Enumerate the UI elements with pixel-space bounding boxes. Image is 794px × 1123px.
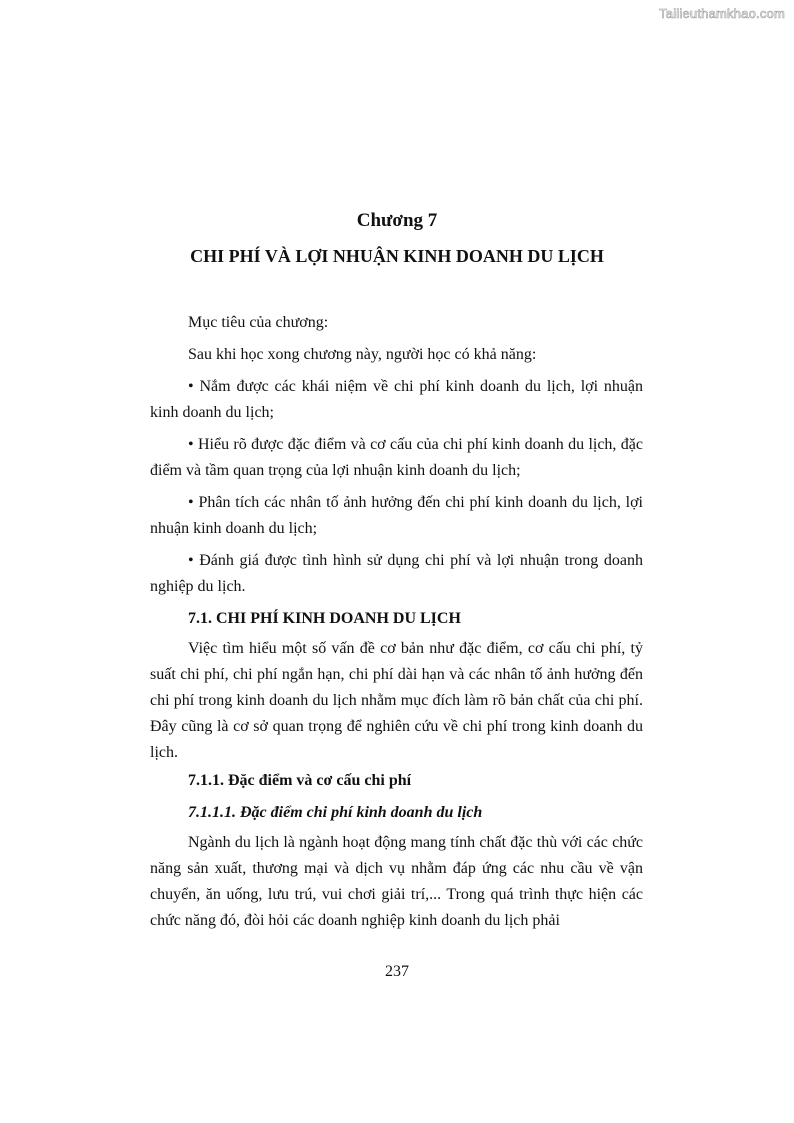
subsection-heading: 7.1.1. Đặc điểm và cơ cấu chi phí <box>188 772 412 789</box>
section-paragraph: Việc tìm hiểu một số vấn đề cơ bản như đặc điểm, cơ cấu chi phí, tỷ suất chi phí, chi phí ngắn hạn, chi phí dài hạn và các nhân tố ảnh hưởng đến chi phí trong kinh doanh du lịch nhằm mục đích làm rõ bản chất của chi phí. Đây cũng là cơ sở quan trọng để nghiên cứu về chi phí trong kinh doanh du lịch. <box>150 640 643 761</box>
section-heading: 7.1. CHI PHÍ KINH DOANH DU LỊCH <box>188 610 461 627</box>
page-number: 237 <box>385 963 409 980</box>
chapter-number: Chương 7 <box>356 210 438 231</box>
objective-item <box>150 548 643 600</box>
bullet-icon: • <box>188 552 194 569</box>
objectives-lead: Sau khi học xong chương này, người học có khả năng: <box>188 346 537 363</box>
subsubsection-heading: 7.1.1.1. Đặc điểm chi phí kinh doanh du lịch <box>188 804 483 821</box>
objective-text: Đánh giá được tình hình sử dụng chi phí và lợi nhuận trong doanh nghiệp du lịch. <box>150 552 644 595</box>
objective-text: Nắm được các khái niệm về chi phí kinh doanh du lịch, lợi nhuận kinh doanh du lịch; <box>150 378 644 421</box>
watermark-text: Tailieuthamkhao.com <box>659 6 785 21</box>
objectives-section <box>150 310 643 600</box>
section-7-1-1 <box>150 768 643 934</box>
objective-text: Hiểu rõ được đặc điểm và cơ cấu của chi phí kinh doanh du lịch, đặc điểm và tầm quan trọng của lợi nhuận kinh doanh du lịch; <box>150 436 643 479</box>
objective-item <box>150 490 643 542</box>
chapter-title: CHI PHÍ VÀ LỢI NHUẬN KINH DOANH DU LỊCH <box>190 246 604 266</box>
objective-item <box>150 374 643 426</box>
section-7-1 <box>150 606 643 766</box>
body-paragraph: Ngành du lịch là ngành hoạt động mang tính chất đặc thù với các chức năng sản xuất, thương mại và dịch vụ nhằm đáp ứng các nhu cầu về vận chuyển, ăn uống, lưu trú, vui chơi giải trí,... Trong quá trình thực hiện các chức năng đó, đòi hỏi các doanh nghiệp kinh doanh du lịch phải <box>150 834 643 929</box>
objectives-intro: Mục tiêu của chương: <box>188 314 329 331</box>
bullet-icon: • <box>188 378 194 395</box>
objective-text: Phân tích các nhân tố ảnh hưởng đến chi phí kinh doanh du lịch, lợi nhuận kinh doanh du lịch; <box>150 494 644 537</box>
objective-item <box>150 432 643 484</box>
bullet-icon: • <box>188 494 194 511</box>
bullet-icon: • <box>188 436 194 453</box>
